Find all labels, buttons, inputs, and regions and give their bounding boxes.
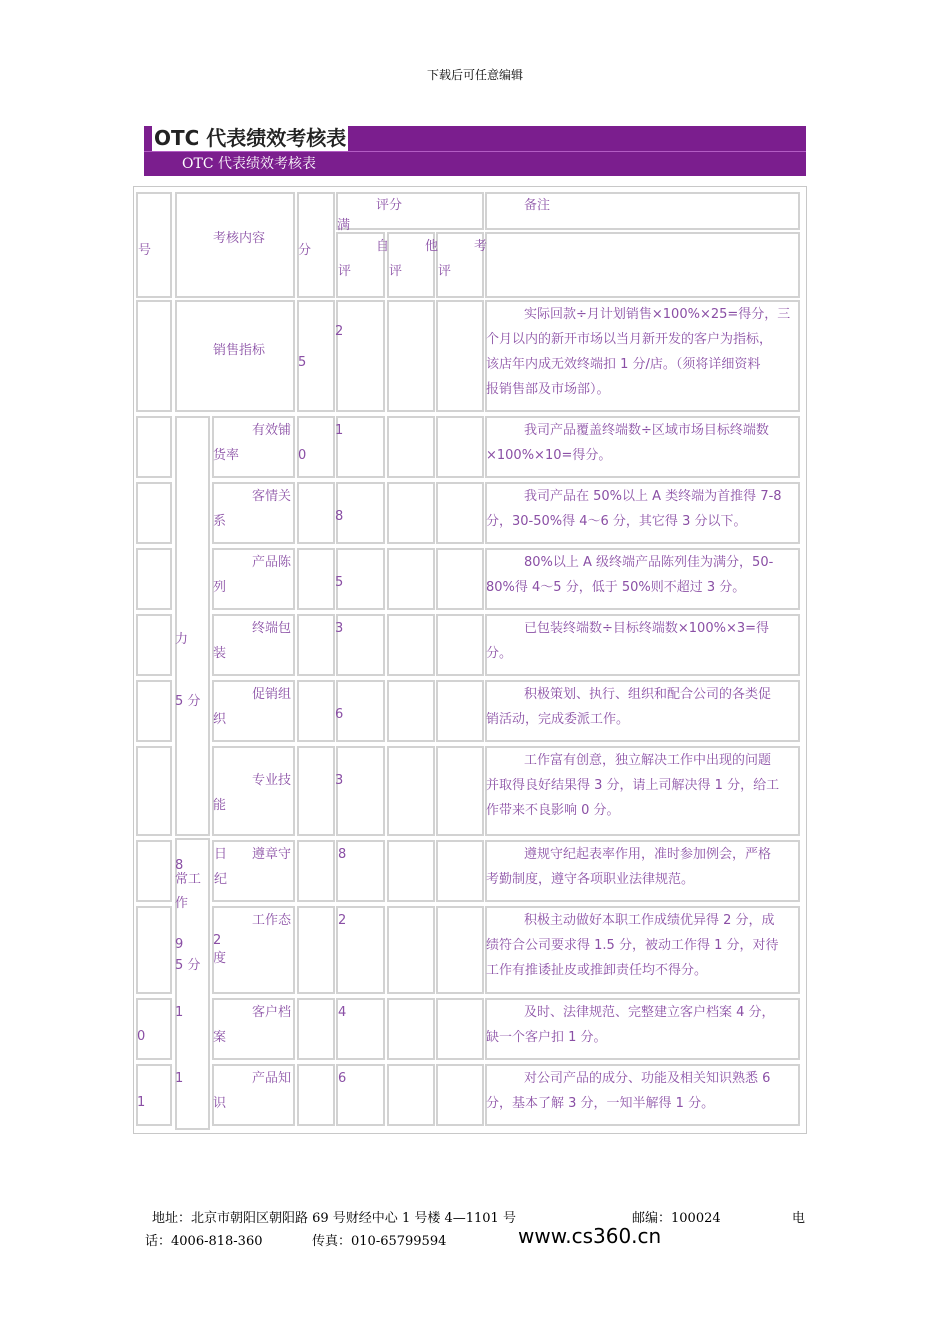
row-item-name: 销售指标 — [213, 343, 266, 358]
remark-text: 作带来不良影响 0 分。 — [486, 803, 620, 818]
row-item-name-cont: 案 — [213, 1030, 227, 1045]
row-full-cell — [297, 548, 335, 610]
header-other-b: 评 — [389, 264, 403, 279]
row-no-cell — [136, 548, 172, 610]
row-self-cell — [336, 416, 385, 478]
remark-line — [486, 682, 798, 707]
row-exam-cell — [436, 680, 484, 742]
row-item-name: 专业技 — [252, 773, 292, 788]
row-full-cell — [297, 680, 335, 742]
row-exam-cell — [436, 906, 484, 994]
row-full-score: 1 — [335, 423, 344, 438]
row-item-name-cont: 系 — [213, 514, 227, 529]
row-item-name-cont: 列 — [213, 580, 227, 595]
row-no-cell — [136, 482, 172, 544]
remark-line — [486, 1000, 798, 1025]
group-ability-label-a: 力 — [175, 632, 189, 647]
row-item-name: 终端包 — [252, 621, 292, 636]
row-item-name-cont: 装 — [213, 646, 227, 661]
row-exam-cell — [436, 300, 484, 412]
row-item-name: 客户档 — [252, 1005, 292, 1020]
remark-text: 积极策划、执行、组织和配合公司的各类促 — [524, 687, 772, 702]
remark-line — [486, 958, 798, 983]
remark-line — [486, 443, 798, 468]
remark-text: 对公司产品的成分、功能及相关知识熟悉 6 — [524, 1071, 771, 1086]
remark-line — [486, 550, 798, 575]
row-no-cell — [136, 840, 172, 902]
remark-text: 80%得 4～5 分，低于 50%则不超过 3 分。 — [486, 580, 746, 595]
remark-text: 及时、法律规范、完整建立客户档案 4 分， — [524, 1005, 775, 1020]
row-full-score: 8 — [338, 847, 347, 862]
row-item-name: 有效铺 — [252, 423, 292, 438]
remark-text: 实际回款÷月计划销售×100%×25=得分，三 — [524, 307, 791, 322]
row-full-cell — [297, 998, 335, 1060]
row-self-cell — [336, 746, 385, 836]
remark-text: 该店年内成无效终端扣 1 分/店。（须将详细资料 — [486, 357, 761, 372]
remark-line — [486, 842, 798, 867]
remark-line — [486, 798, 798, 823]
title-banner — [144, 126, 806, 176]
remark-line — [486, 302, 798, 327]
group-ability-cell — [175, 416, 210, 836]
group-daily-label-d: 9 — [175, 937, 184, 952]
header-remark: 备注 — [524, 198, 551, 213]
remark-text: 工作富有创意，独立解决工作中出现的问题 — [524, 753, 772, 768]
row-remark — [486, 842, 798, 892]
header-self-b: 评 — [338, 264, 352, 279]
remark-text: 销活动，完成委派工作。 — [486, 712, 630, 727]
row-full-score: 2 — [338, 913, 347, 928]
row-exam-cell — [436, 614, 484, 676]
group-daily-mid-d: 度 — [213, 951, 227, 966]
row-other-cell — [387, 906, 435, 994]
remark-text: 分。 — [486, 646, 513, 661]
row-other-cell — [387, 482, 435, 544]
row-full-score: 6 — [338, 1071, 347, 1086]
row-full-score: 3 — [335, 621, 344, 636]
remark-text: 报销售部及市场部）。 — [486, 382, 610, 397]
group-daily-mid-b: 纪 — [214, 872, 228, 887]
footer-url: www.cs360.cn — [518, 1224, 662, 1248]
row-remark — [486, 1066, 798, 1116]
banner-divider — [144, 151, 806, 152]
row-no-cell — [136, 906, 172, 994]
row-remark — [486, 908, 798, 983]
remark-text: 积极主动做好本职工作成绩优异得 2 分，成 — [524, 913, 775, 928]
remark-line — [486, 748, 798, 773]
row-number: 0 — [137, 1029, 146, 1044]
row-other-cell — [387, 548, 435, 610]
row-item-name: 客情关 — [252, 489, 292, 504]
remark-text: 80%以上 A 级终端产品陈列佳为满分，50- — [524, 555, 774, 570]
row-remark — [486, 418, 798, 468]
group-daily-mid-c: 2 — [213, 933, 222, 948]
remark-line — [486, 616, 798, 641]
remark-text: 考勤制度，遵守各项职业法律规范。 — [486, 872, 695, 887]
footer-fax: 传真：010-65799594 — [312, 1234, 447, 1249]
row-exam-cell — [436, 548, 484, 610]
header-score: 评分 — [376, 198, 403, 213]
remark-line — [486, 575, 798, 600]
remark-line — [486, 377, 798, 402]
row-remark — [486, 302, 798, 402]
row-no-cell — [136, 680, 172, 742]
remark-text: 个月以内的新开市场以当月新开发的客户为指标， — [486, 332, 773, 347]
header-other-a: 他 — [425, 239, 439, 254]
row-full-cell — [297, 746, 335, 836]
remark-line — [486, 1091, 798, 1116]
remark-text: 分，基本了解 3 分，一知半解得 1 分。 — [486, 1096, 715, 1111]
row-self-cell — [336, 300, 385, 412]
row-number: 1 — [137, 1095, 146, 1110]
banner-subtitle: OTC 代表绩效考核表 — [182, 156, 316, 172]
remark-line — [486, 1025, 798, 1050]
remark-text: 我司产品在 50%以上 A 类终端为首推得 7-8 — [524, 489, 782, 504]
row-no-cell — [136, 746, 172, 836]
row-exam-cell — [436, 840, 484, 902]
row-full-score: 8 — [335, 509, 344, 524]
remark-text: 缺一个客户扣 1 分。 — [486, 1030, 607, 1045]
header-full-a: 满 — [337, 218, 351, 233]
row-self-cell — [336, 548, 385, 610]
row-remark — [486, 550, 798, 600]
row-no-cell — [136, 614, 172, 676]
top-note: 下载后可任意编辑 — [426, 68, 523, 82]
remark-text: 我司产品覆盖终端数÷区域市场目标终端数 — [524, 423, 769, 438]
header-exam-a: 考 — [474, 239, 488, 254]
group-daily-mid-a: 日 — [214, 847, 228, 862]
row-remark — [486, 748, 798, 823]
row-group-mark: 1 — [175, 1071, 184, 1086]
remark-line — [486, 707, 798, 732]
remark-line — [486, 418, 798, 443]
row-item-name-cont: 识 — [213, 1096, 227, 1111]
row-self-cell — [336, 482, 385, 544]
row-item-name: 工作态 — [252, 913, 292, 928]
remark-line — [486, 352, 798, 377]
row-other-cell — [387, 416, 435, 478]
footer-tel-a: 电 — [792, 1211, 806, 1226]
row-other-cell — [387, 998, 435, 1060]
remark-text: 分，30-50%得 4～6 分，其它得 3 分以下。 — [486, 514, 747, 529]
row-remark — [486, 682, 798, 732]
row-full-score-cont: 0 — [298, 448, 307, 463]
group-daily-label-c: 作 — [175, 896, 189, 911]
remark-text: 并取得良好结果得 3 分，请上司解决得 1 分，给工 — [486, 778, 780, 793]
row-full-score: 3 — [335, 773, 344, 788]
row-no-cell — [136, 300, 172, 412]
row-remark — [486, 484, 798, 534]
row-exam-cell — [436, 1064, 484, 1126]
row-full-score-cont: 5 — [298, 355, 307, 370]
remark-line — [486, 773, 798, 798]
row-full-score: 2 — [335, 324, 344, 339]
row-other-cell — [387, 746, 435, 836]
footer-postcode: 邮编：100024 — [632, 1211, 721, 1226]
header-full-b: 分 — [298, 243, 312, 258]
row-group-mark: 1 — [175, 1005, 184, 1020]
header-self-a: 自 — [376, 239, 390, 254]
row-item-name-cont: 织 — [213, 712, 227, 727]
row-other-cell — [387, 680, 435, 742]
row-full-score: 5 — [335, 575, 344, 590]
row-exam-cell — [436, 746, 484, 836]
row-item-name: 促销组 — [252, 687, 292, 702]
group-daily-label-e: 5 分 — [175, 958, 201, 973]
row-exam-cell — [436, 416, 484, 478]
row-full-cell — [297, 482, 335, 544]
row-item-name: 遵章守 — [252, 847, 292, 862]
row-item-name-cont: 能 — [213, 798, 227, 813]
group-ability-label-b: 5 分 — [175, 694, 201, 709]
row-other-cell — [387, 1064, 435, 1126]
footer-tel: 话：4006-818-360 — [145, 1234, 263, 1249]
row-remark — [486, 616, 798, 666]
row-exam-cell — [436, 998, 484, 1060]
header-no: 号 — [138, 243, 152, 258]
row-full-score: 4 — [338, 1005, 347, 1020]
remark-text: 工作有推诿扯皮或推卸责任均不得分。 — [486, 963, 708, 978]
row-exam-cell — [436, 482, 484, 544]
remark-line — [486, 908, 798, 933]
row-other-cell — [387, 614, 435, 676]
row-remark — [486, 1000, 798, 1050]
remark-text: 已包装终端数÷目标终端数×100%×3=得 — [524, 621, 770, 636]
remark-line — [486, 327, 798, 352]
header-score-cell — [336, 192, 484, 230]
remark-text: 绩符合公司要求得 1.5 分，被动工作得 1 分，对待 — [486, 938, 779, 953]
row-other-cell — [387, 840, 435, 902]
row-self-cell — [336, 680, 385, 742]
group-daily-label-b: 常工 — [175, 872, 202, 887]
banner-title: OTC 代表绩效考核表 — [154, 126, 347, 150]
row-item-name: 产品陈 — [252, 555, 292, 570]
header-remark-sub-cell — [485, 232, 800, 298]
remark-line — [486, 933, 798, 958]
header-exam-b: 评 — [438, 264, 452, 279]
row-full-cell — [297, 614, 335, 676]
remark-line — [486, 641, 798, 666]
row-full-cell — [297, 1064, 335, 1126]
footer-address: 地址：北京市朝阳区朝阳路 69 号财经中心 1 号楼 4—1101 号 — [152, 1211, 516, 1226]
row-full-cell — [297, 906, 335, 994]
row-full-cell — [297, 840, 335, 902]
row-item-name-cont: 货率 — [213, 448, 240, 463]
row-item-name: 产品知 — [252, 1071, 292, 1086]
remark-text: ×100%×10=得分。 — [486, 448, 612, 463]
header-content: 考核内容 — [213, 231, 266, 246]
group-daily-label-a: 8 — [175, 858, 184, 873]
row-other-cell — [387, 300, 435, 412]
row-self-cell — [336, 614, 385, 676]
row-no-cell — [136, 416, 172, 478]
remark-text: 遵规守纪起表率作用，准时参加例会，严格 — [524, 847, 772, 862]
remark-line — [486, 867, 798, 892]
remark-line — [486, 509, 798, 534]
row-full-score: 6 — [335, 707, 344, 722]
remark-line — [486, 484, 798, 509]
remark-line — [486, 1066, 798, 1091]
